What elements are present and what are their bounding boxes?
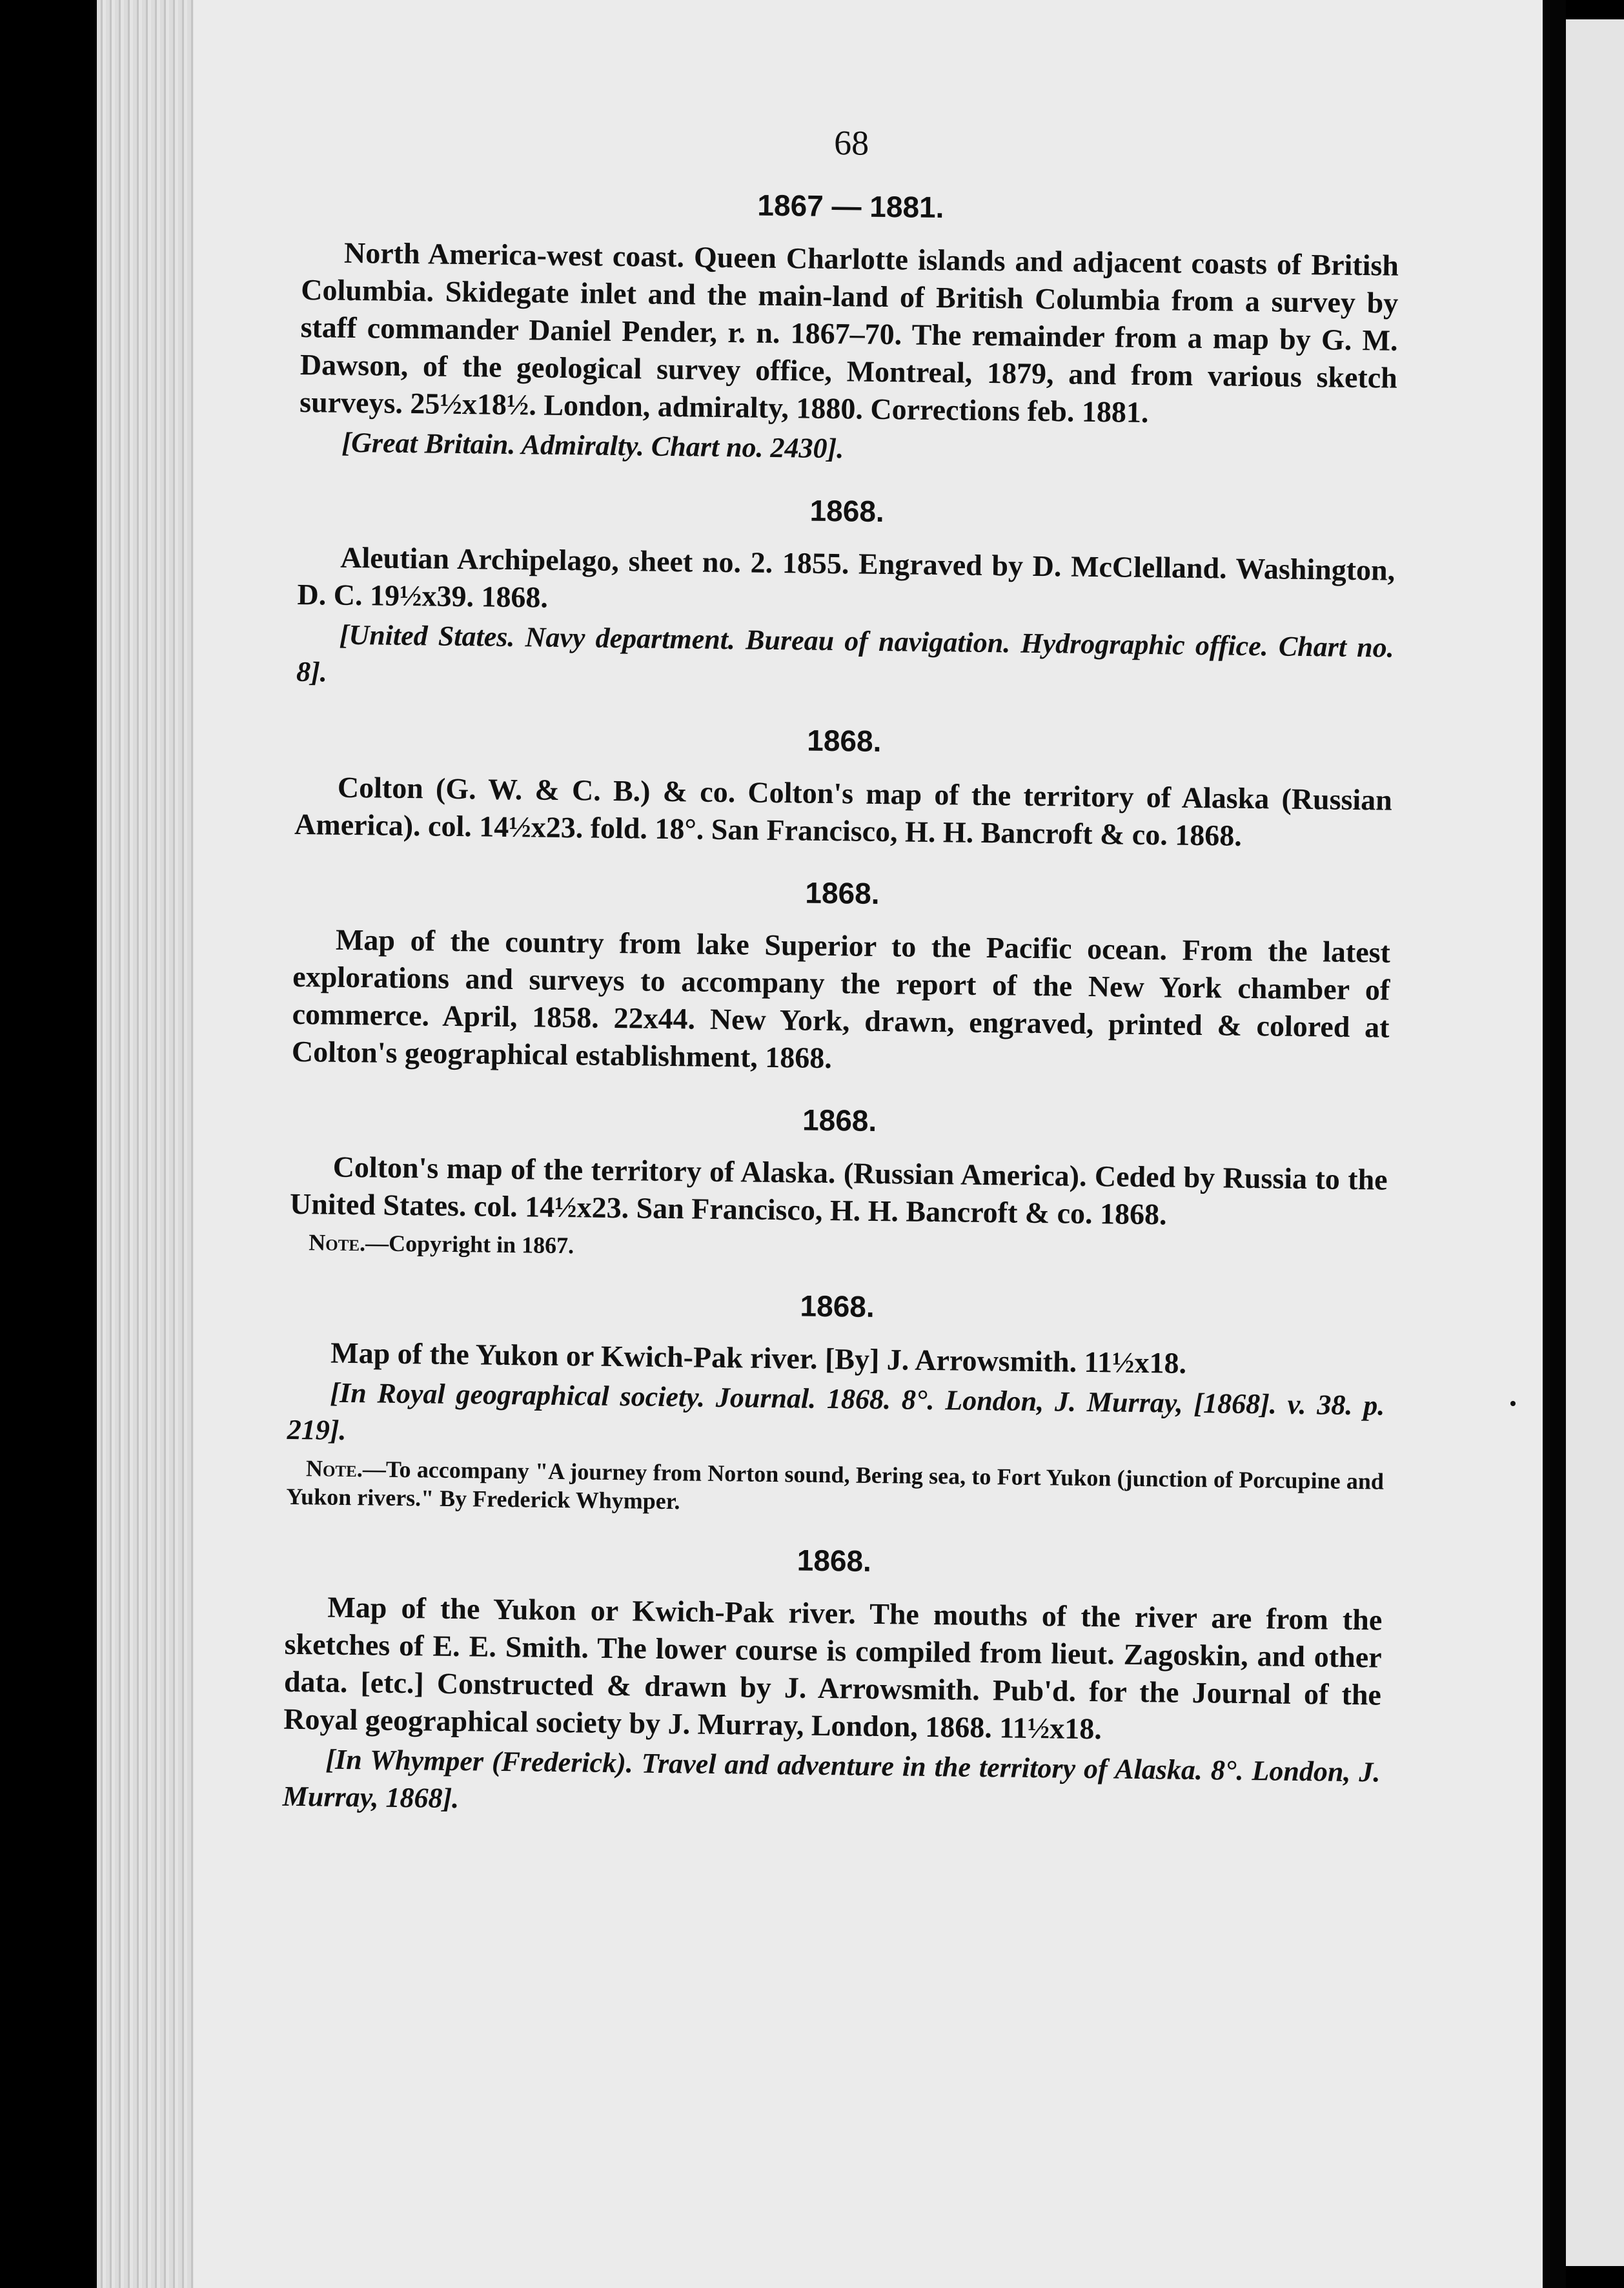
entry-text: Colton's map of the territory of Alaska. (Russian America). Ceded by Russia to the United States. col. 14½x23. San Francisco, H. H. Bancroft & co. 1868. [289,1150,1388,1231]
entry-text: Colton (G. W. & C. B.) & co. Colton's map of the territory of Alaska (Russian America). col. 14½x23. fold. 18°. San Francisco, H. H. Bancroft & co. 1868. [294,770,1393,852]
entry-series: [In Whymper (Frederick). Travel and adventure in the territory of Alaska. 8°. London, J. Murray, 1868]. [282,1743,1381,1815]
margin-dot [1510,1401,1516,1406]
entry-1868-yukon-arrowsmith [286,1282,1386,1524]
entry-1867-1881 [299,182,1399,475]
entry-year: 1868. [800,1289,875,1323]
entry-year: 1868. [807,723,882,759]
entry-note [289,1228,1386,1270]
page-content [282,97,1400,1829]
entry-text: Aleutian Archipelago, sheet no. 2. 1855. Engraved by D. McClelland. Washington, D. C. 19½x39. 1868. [297,540,1396,614]
entry-text: North America-west coast. Queen Charlotte islands and adjacent coasts of British Columbia. Skidegate inlet and the main-land of British Columbia from a survey by staff commander Daniel Pender, r. n. 1867–70. The remainder from a map by G. M. Dawson, of the geological survey office, Montreal, 1879, and from various sketch surveys. 25½x18½. London, admiralty, 1880. Corrections feb. 1881. [299,236,1399,429]
entry-series: [Great Britain. Admiralty. Chart no. 2430]. [341,426,844,465]
note-text: —To accompany "A journey from Norton sound, Bering sea, to Fort Yukon (junction of Porcupine and Yukon rivers." By Frederick Whymper. [286,1456,1385,1515]
entry-year: 1868. [802,1103,877,1138]
page-edge-stack [97,0,194,2288]
entry-1868-yukon-whymper [282,1537,1383,1829]
adjacent-page [1566,19,1624,2266]
entry-text: Map of the Yukon or Kwich-Pak river. [By] J. Arrowsmith. 11½x18. [330,1336,1187,1380]
entry-series: [In Royal geographical society. Journal. 1868. 8°. London, J. Murray, [1868]. v. 38. p. 219]. [287,1376,1385,1446]
note-text: —Copyright in 1867. [365,1230,574,1259]
entry-text: Map of the country from lake Superior to the Pacific ocean. From the latest explorations and surveys to accompany the report of the New York chamber of commerce. April, 1858. 22x44. New York, drawn, engraved, printed & colored at Colton's geographical establishment, 1868. [291,923,1391,1075]
note-label: Note. [305,1455,363,1482]
entry-text: Map of the Yukon or Kwich-Pak river. The mouths of the river are from the sketches of E. E. Smith. The lower course is compiled from lieut. Zagoskin, and other data. [etc.] Constructed & drawn by J. Arrowsmith. Pub'd. for the Journal of the Royal geographical society by J. Murray, London, 1868. 11½x18. [283,1590,1383,1746]
entry-note [286,1454,1384,1524]
page-number: 68 [833,123,869,163]
entry-1868-aleutian [296,487,1396,704]
entry-year: 1867 — 1881. [757,188,944,225]
entry-1868-colton [294,717,1393,857]
entry-year: 1868. [797,1543,872,1578]
note-label: Note. [309,1229,366,1256]
entry-series: [United States. Navy department. Bureau of navigation. Hydrographic office. Chart no. 8]. [296,618,1395,688]
entry-1868-lake-superior [292,869,1392,1084]
entry-year: 1868. [805,875,880,910]
book-gutter [1543,0,1566,2288]
entry-1868-colton-alaska [289,1096,1388,1270]
entry-year: 1868. [809,493,885,529]
